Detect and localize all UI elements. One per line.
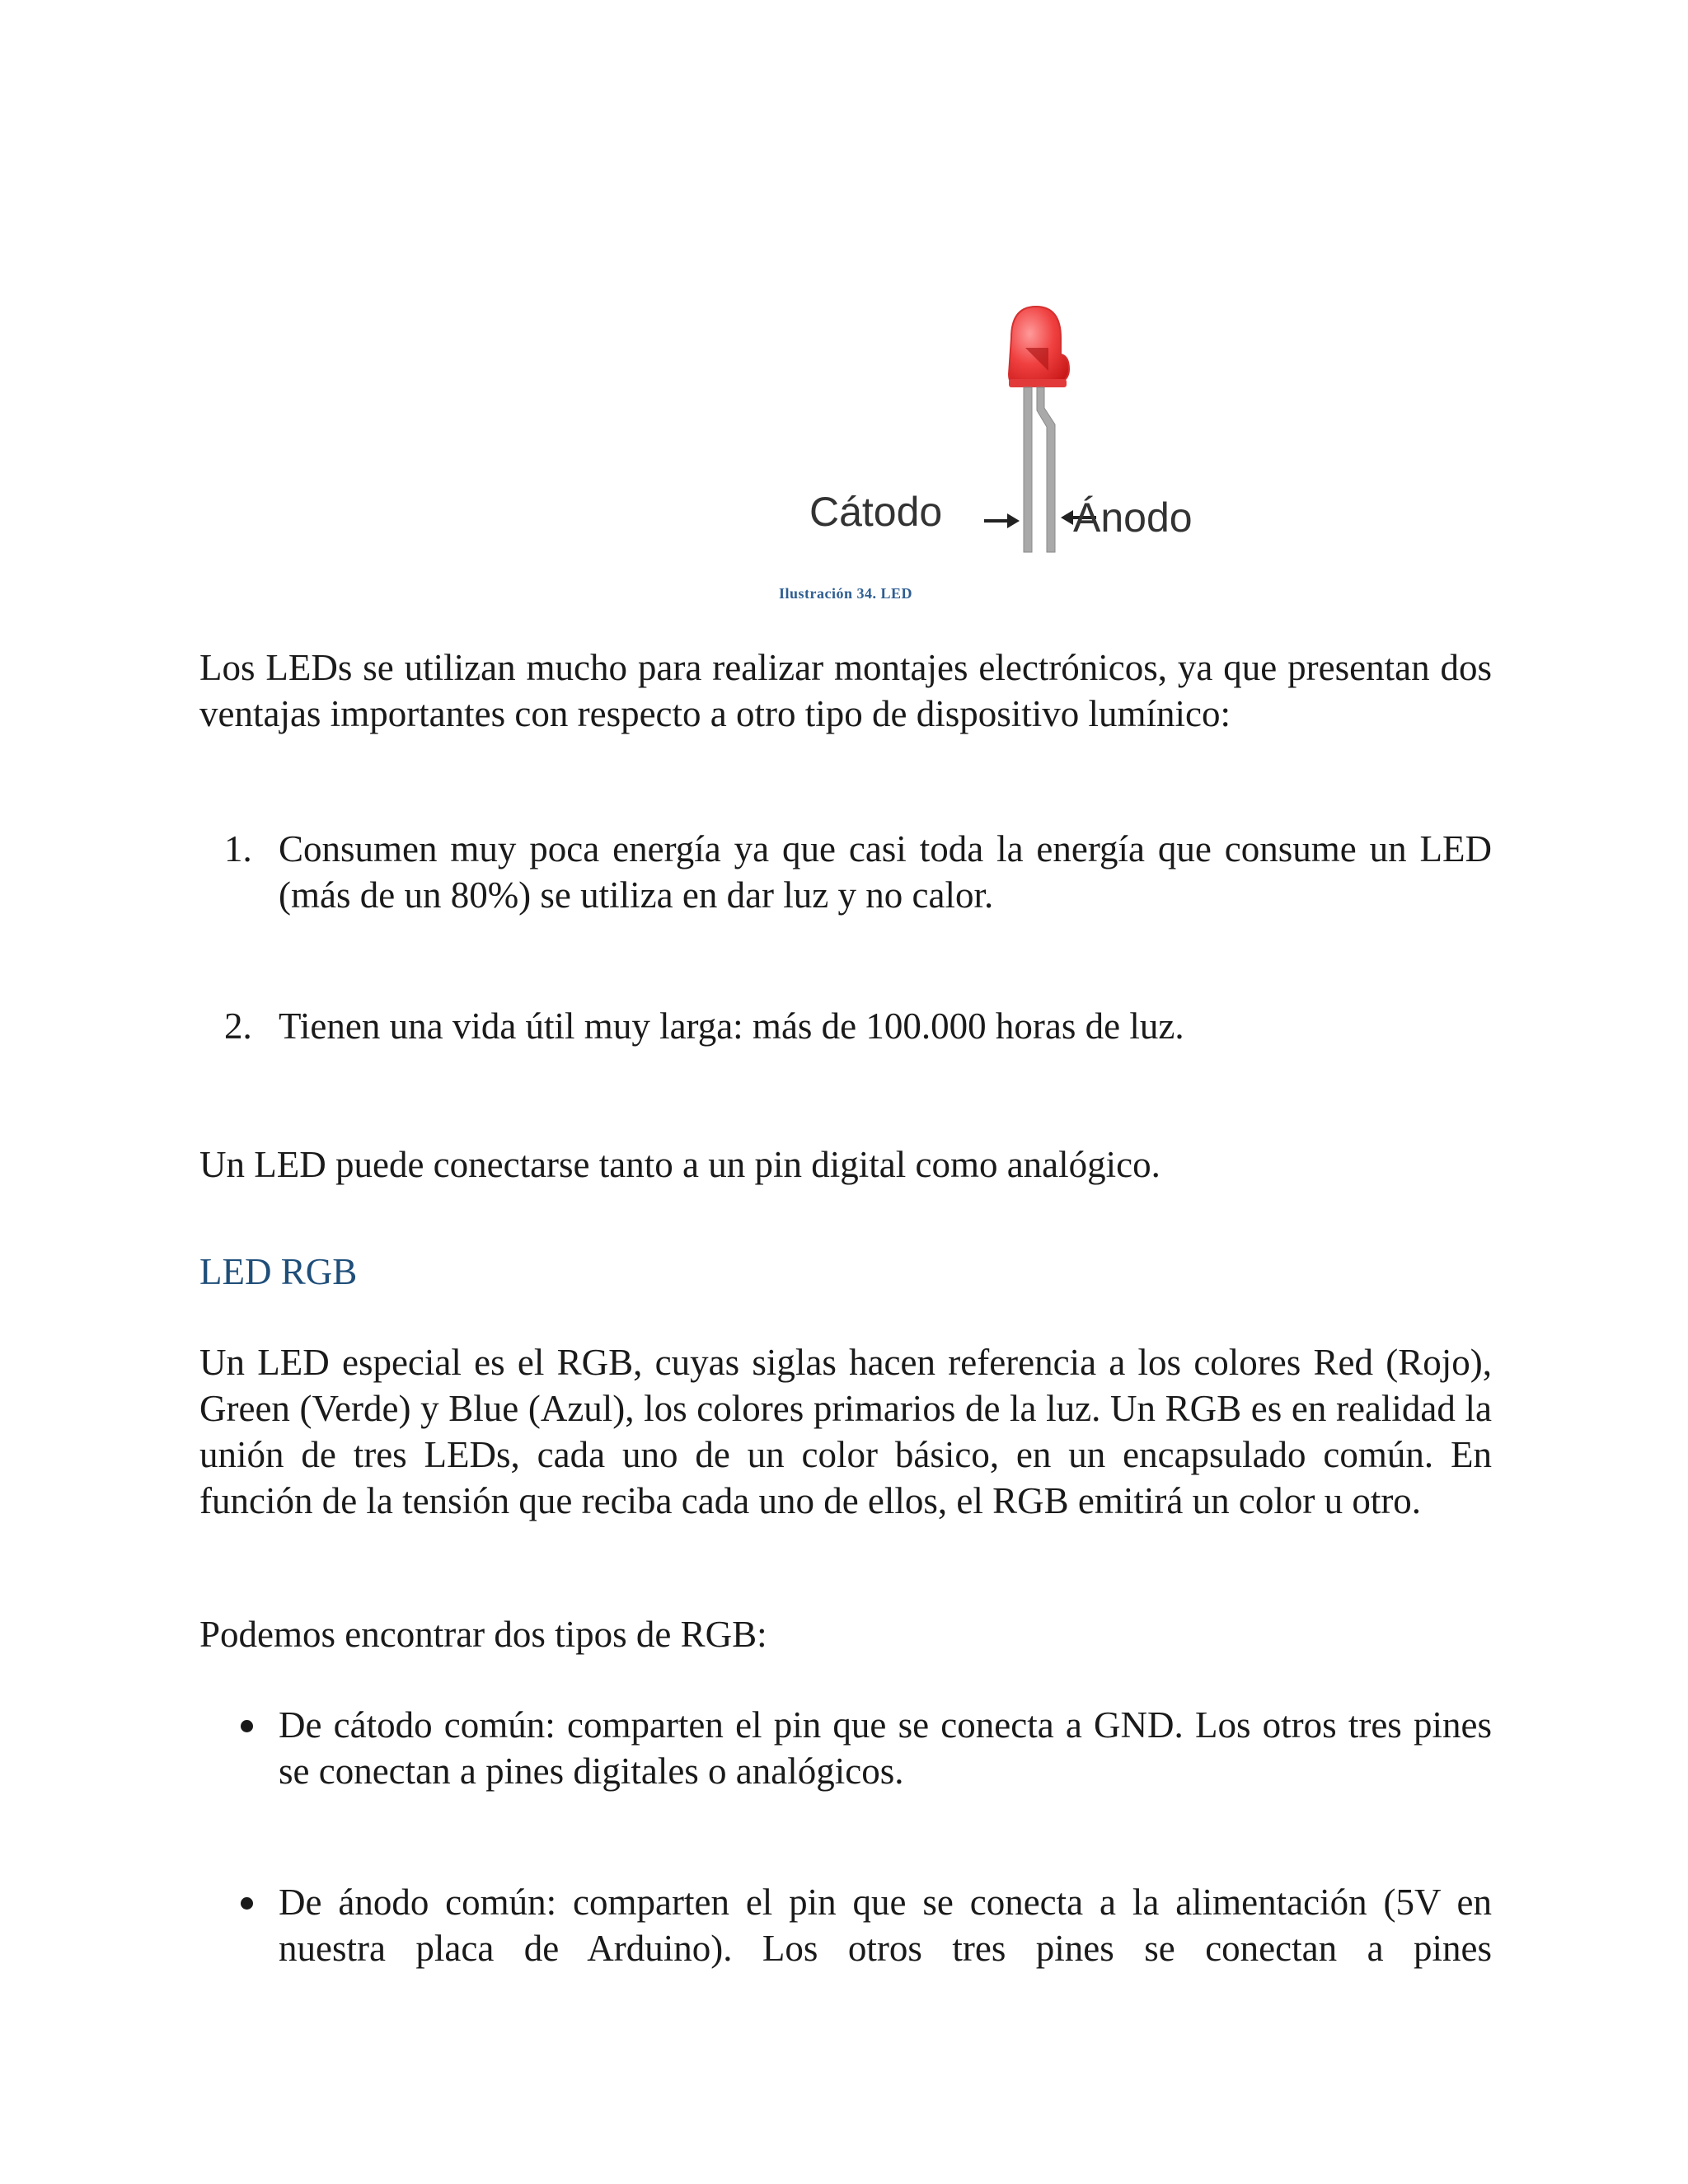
advantage-text: Tienen una vida útil muy larga: más de 100.000 horas de luz.	[279, 1005, 1184, 1047]
type-item-common-cathode	[199, 1702, 1492, 1794]
cathode-lead	[1024, 387, 1032, 552]
advantage-text: Consumen muy poca energía ya que casi toda la energía que consume un LED (más de un 80%) se utiliza en dar luz y no calor.	[279, 828, 1492, 916]
figure-caption: Ilustración 34. LED	[778, 585, 913, 602]
document-page	[199, 0, 1492, 2184]
anode-label: Ánodo	[1073, 494, 1193, 541]
cathode-label: Cátodo	[809, 489, 943, 535]
advantage-item-1	[199, 826, 1492, 918]
led-base-ring	[1009, 379, 1067, 387]
connect-note: Un LED puede conectarse tanto a un pin digital como analógico.	[199, 1144, 1160, 1185]
led-figure	[199, 305, 1492, 618]
anode-lead	[1037, 387, 1055, 552]
list-number: 1.	[224, 828, 252, 869]
type-item-common-anode	[199, 1879, 1492, 1971]
type-text: De cátodo común: comparten el pin que se conecta a GND. Los otros tres pines se conectan a pines digitales o analógicos.	[279, 1704, 1492, 1792]
list-number: 2.	[224, 1005, 252, 1047]
intro-paragraph: Los LEDs se utilizan mucho para realizar montajes electrónicos, ya que presentan dos ventajas importantes con respecto a otro tipo de dispositivo lumínico:	[199, 647, 1492, 734]
bullet-icon	[241, 1897, 253, 1910]
rgb-paragraph: Un LED especial es el RGB, cuyas siglas hacen referencia a los colores Red (Rojo), Green (Verde) y Blue (Azul), los colores primarios de la luz. Un RGB es en realidad la unión de tres LEDs, cada uno de un color básico, en un encapsulado común. En función de la tensión que reciba cada uno de ellos, el RGB emitirá un color u otro.	[199, 1342, 1492, 1521]
led-dome	[1009, 307, 1069, 384]
type-text: De ánodo común: comparten el pin que se conecta a la alimentación (5V en nuestra placa de Arduino). Los otros tres pines se conectan a pines	[279, 1882, 1492, 1969]
cathode-arrow	[984, 513, 1020, 528]
types-intro: Podemos encontrar dos tipos de RGB:	[199, 1614, 767, 1655]
bullet-icon	[241, 1720, 253, 1732]
section-heading: LED RGB	[199, 1251, 358, 1292]
led-illustration	[587, 305, 1193, 569]
advantage-item-2	[199, 1003, 1492, 1049]
